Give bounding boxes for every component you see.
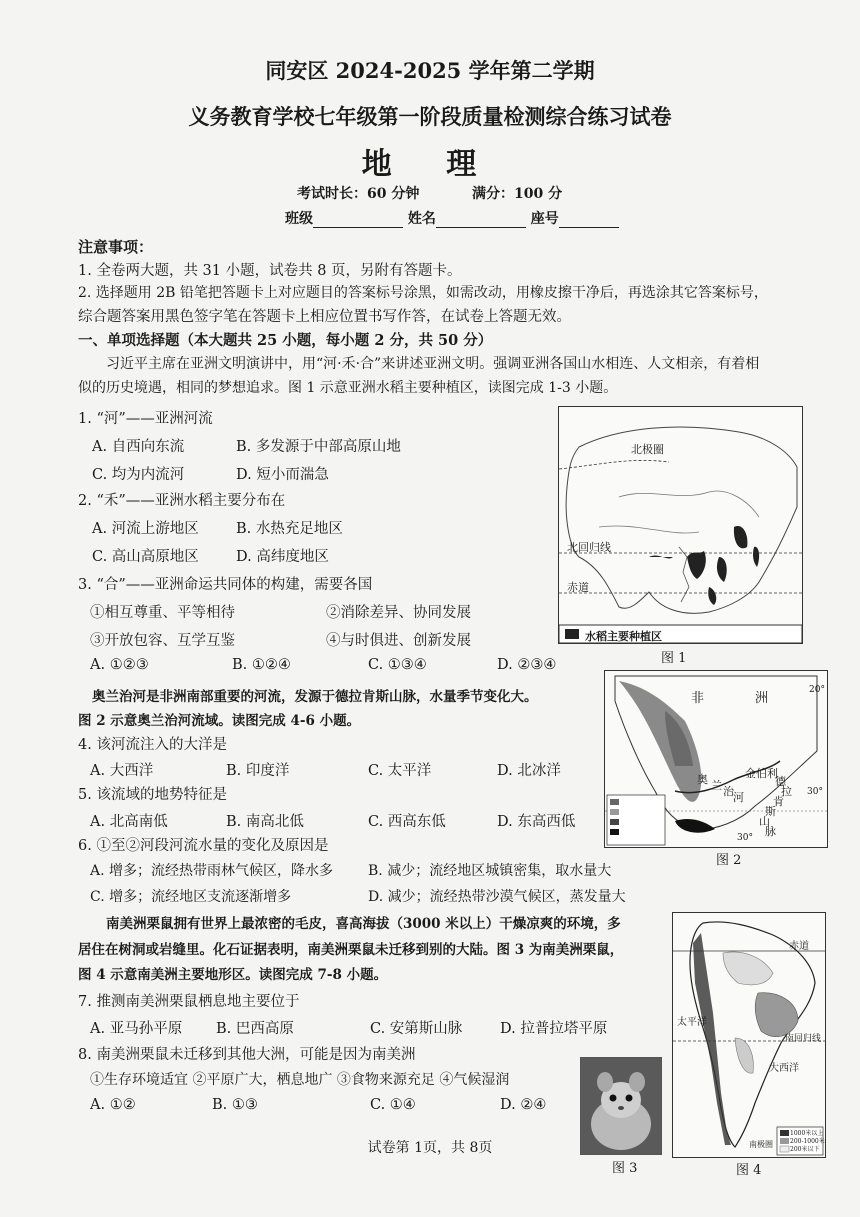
notice-item2a: 2. 选择题用 2B 铅笔把答题卡上对应题目的答案标号涂黑，如需改动，用橡皮擦干净后，再选涂其它答案标号， [78,285,768,301]
notice-item1: 1. 全卷两大题，共 31 小题，试卷共 8 页，另附有答题卡。 [78,263,462,279]
equator-label-sa: 赤道 [789,941,809,952]
figure-4-caption: 图 4 [736,1163,762,1178]
antarctic-circle-label: 南极圈 [749,1140,773,1149]
q4-option-c[interactable]: C. 太平洋 [368,763,432,779]
q1-stem: 1. “河”——亚洲河流 [78,411,213,427]
q1-option-d[interactable]: D. 短小而湍急 [236,467,329,483]
q2-stem: 2. “禾”——亚洲水稻主要分布在 [78,493,286,509]
q6-stem: 6. ①至②河段河流水量的变化及原因是 [78,838,329,854]
q5-option-b[interactable]: B. 南高北低 [226,814,304,830]
intro2-line1: 奥兰治河是非洲南部重要的河流，发源于德拉肯斯山脉，水量季节变化大。 [92,689,538,705]
q3-option-b[interactable]: B. ①②④ [232,657,291,673]
q3-statement-3: ③开放包容、互学互鉴 [90,633,235,649]
figure-3-caption: 图 3 [612,1161,638,1176]
orange-label-1: 奥 [697,773,708,786]
seat-label: 座号 [530,211,559,227]
drakensberg-label-1: 德 [775,775,786,788]
intro3-line3: 图 4 示意南美洲主要地形区。读图完成 7-8 小题。 [78,967,388,983]
tropic-capricorn-label: 南回归线 [785,1034,822,1044]
orange-label-2: 兰 [711,779,722,792]
q8-statements: ①生存环境适宜 ②平原广大，栖息地广 ③食物来源充足 ④气候湿润 [90,1072,510,1088]
lat-30-label: 30° [807,787,823,797]
header-line2: 义务教育学校七年级第一阶段质量检测综合练习试卷 [188,104,672,129]
q8-option-a[interactable]: A. ①② [90,1097,136,1113]
intro3-line2: 居住在树洞或岩缝里。化石证据表明，南美洲栗鼠未迁移到别的大陆。图 3 为南美洲栗鼠， [78,942,624,958]
subject-title: 地 理 [361,147,499,182]
intro3-line1: 南美洲栗鼠拥有世界上最浓密的毛皮，喜高海拔（3000 米以上）干燥凉爽的环境，多 [106,916,621,932]
q5-option-c[interactable]: C. 西高东低 [368,814,446,830]
q5-option-a[interactable]: A. 北高南低 [90,814,168,830]
drakensberg-label-6: 脉 [765,825,776,838]
page-footer: 试卷第 1页，共 8页 [367,1140,493,1156]
legend-high-label: 1000米以上 [790,1130,824,1137]
q5-stem: 5. 该流域的地势特征是 [78,787,227,803]
figure-4-south-america-map [672,912,826,1158]
q3-option-a[interactable]: A. ①②③ [90,657,149,673]
q4-option-b[interactable]: B. 印度洋 [226,763,290,779]
orange-label-3: 治 [723,785,734,798]
q4-option-a[interactable]: A. 大西洋 [90,763,154,779]
name-label: 姓名 [407,211,436,227]
exam-score: 满分：100 分 [472,186,563,202]
figure-1-caption: 图 1 [661,651,687,666]
q2-option-a[interactable]: A. 河流上游地区 [92,521,199,537]
student-info [285,208,619,228]
q7-option-d[interactable]: D. 拉普拉塔平原 [500,1021,608,1037]
q3-stem: 3. “合”——亚洲命运共同体的构建，需要各国 [78,577,373,593]
q1-option-a[interactable]: A. 自西向东流 [92,439,185,455]
q7-option-a[interactable]: A. 亚马孙平原 [90,1021,183,1037]
legend-low-label: 200米以下 [790,1146,820,1153]
q2-option-c[interactable]: C. 高山高原地区 [92,549,199,565]
atlantic-label: 大西洋 [769,1063,799,1074]
header-line1: 同安区 2024-2025 学年第二学期 [265,58,595,83]
q3-statement-1: ①相互尊重、平等相待 [90,605,235,621]
q4-stem: 4. 该河流注入的大洋是 [78,737,227,753]
figure-1-asia-rice-map [558,406,803,644]
q6-option-b[interactable]: B. 减少；流经地区城镇密集，取水量大 [368,863,612,879]
kimberley-label: 金伯利 [745,767,778,780]
drakensberg-label-3: 肯 [773,795,784,808]
q8-stem: 8. 南美洲栗鼠未迁移到其他大洲，可能是因为南美洲 [78,1047,416,1063]
orange-river-graphic [605,671,827,847]
legend-mid-label: 200-1000米 [790,1138,825,1145]
notice-item2b: 综合题答案用黑色签字笔在答题卡上相应位置书写作答，在试卷上答题无效。 [78,309,571,325]
class-blank[interactable] [313,213,403,228]
tropic-cancer-label: 北回归线 [567,541,611,554]
notice-title: 注意事项： [78,238,154,256]
q6-option-a[interactable]: A. 增多；流经热带雨林气候区，降水多 [90,863,334,879]
intro2-line2: 图 2 示意奥兰治河流域。读图完成 4-6 小题。 [78,713,361,729]
seat-blank[interactable] [559,213,619,228]
figure-2-orange-river-map [604,670,828,848]
class-label: 班级 [285,211,313,227]
lat-20-label: 20° [809,685,825,695]
q3-statement-4: ④与时俱进、创新发展 [326,633,471,649]
drakensberg-label-5: 山 [759,815,770,828]
asia-map-graphic [559,407,802,643]
q7-option-b[interactable]: B. 巴西高原 [216,1021,294,1037]
q2-option-b[interactable]: B. 水热充足地区 [236,521,343,537]
pacific-label: 太平洋 [677,1017,707,1028]
intro1-line2: 似的历史境遇，相同的梦想追求。图 1 示意亚洲水稻主要种植区，读图完成 1-3 小题。 [78,380,618,396]
exam-duration: 考试时长：60 分钟 [297,186,420,202]
drakensberg-label-2: 拉 [781,785,792,798]
intro1-line1: 习近平主席在亚洲文明演讲中，用“河·禾·合”来讲述亚洲文明。强调亚洲各国山水相连、人文相亲，有着相 [106,356,760,372]
q7-stem: 7. 推测南美洲栗鼠栖息地主要位于 [78,994,300,1010]
lon-30-label: 30° [737,833,753,843]
q3-option-d[interactable]: D. ②③④ [497,657,557,673]
q1-option-c[interactable]: C. 均为内流河 [92,467,185,483]
q3-statement-2: ②消除差异、协同发展 [326,605,471,621]
section-title: 一、单项选择题（本大题共 25 小题，每小题 2 分，共 50 分） [78,332,493,349]
q1-option-b[interactable]: B. 多发源于中部高原山地 [236,439,401,455]
name-blank[interactable] [436,213,526,228]
fig1-legend-label: 水稻主要种植区 [585,630,662,643]
africa-label-1: 非 [691,691,705,706]
q4-option-d[interactable]: D. 北冰洋 [497,763,561,779]
q2-option-d[interactable]: D. 高纬度地区 [236,549,329,565]
q8-option-d[interactable]: D. ②④ [500,1097,547,1113]
equator-label: 赤道 [567,581,589,594]
q7-option-c[interactable]: C. 安第斯山脉 [370,1021,463,1037]
africa-label-2: 洲 [755,691,769,706]
q8-option-b[interactable]: B. ①③ [212,1097,258,1113]
q6-option-d[interactable]: D. 减少；流经热带沙漠气候区，蒸发量大 [368,889,626,905]
q3-option-c[interactable]: C. ①③④ [368,657,427,673]
q5-option-d[interactable]: D. 东高西低 [497,814,576,830]
q6-option-c[interactable]: C. 增多；流经地区支流逐渐增多 [90,889,292,905]
orange-label-4: 河 [733,791,744,804]
arctic-circle-label: 北极圈 [631,443,664,456]
figure-2-caption: 图 2 [716,853,742,868]
q8-option-c[interactable]: C. ①④ [370,1097,416,1113]
drakensberg-label-4: 斯 [765,805,776,818]
